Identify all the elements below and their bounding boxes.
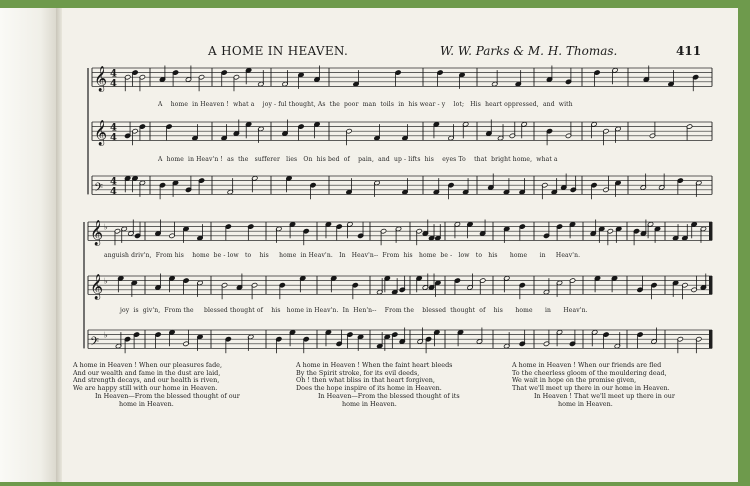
lyric-line-4: joy is giv'n, From the blessed thought of his home in Heav'n. In Hen'n-- From the blessed thought of his home in Heav'n. bbox=[120, 307, 588, 314]
verse-line: And strength decays, and our health is riven, bbox=[73, 376, 220, 385]
clefs bbox=[90, 65, 117, 351]
final-barline bbox=[709, 276, 712, 294]
verse-refrain-end: home in Heaven. bbox=[558, 399, 613, 408]
bass-clef: 𝄢 bbox=[90, 335, 100, 352]
system-braces bbox=[84, 68, 88, 348]
verse-line: We wait in hope on the promise given, bbox=[512, 376, 637, 385]
final-barline bbox=[709, 330, 712, 348]
time-signature: 4 bbox=[110, 132, 117, 144]
time-signature: 4 bbox=[110, 122, 117, 134]
treble-clef: 𝄞 bbox=[94, 66, 108, 92]
treble-clef: 𝄞 bbox=[94, 120, 108, 146]
time-signature: 4 bbox=[110, 186, 117, 198]
treble-clef: 𝄞 bbox=[90, 274, 104, 300]
verse-refrain: In Heaven ! That we'll meet up there in our bbox=[534, 391, 675, 400]
verse-line: We are happy still with our home in Heaven. bbox=[73, 384, 218, 393]
verse-line: To the cheerless gloom of the mouldering dead, bbox=[512, 368, 667, 377]
verse-refrain-end: home in Heaven. bbox=[119, 399, 174, 408]
key-signature: ♭ bbox=[104, 276, 108, 286]
verse-1 bbox=[73, 362, 240, 408]
lyric-line-2: A home in Heav'n ! as the sufferer lies On his bed of pain, and up - lifts his eyes To that bright home, what a bbox=[158, 156, 558, 163]
bass-clef: 𝄢 bbox=[94, 181, 104, 198]
verse-line: By the Spirit stroke, for its evil deeds, bbox=[296, 368, 420, 377]
key-signature: ♭ bbox=[104, 222, 108, 232]
verse-refrain-end: home in Heaven. bbox=[342, 399, 397, 408]
lyric-line-1: A home in Heaven ! what a joy - ful thought, As the poor man toils in his wear - y lot; His heart oppressed, and with bbox=[158, 101, 573, 108]
time-signature: 4 bbox=[110, 78, 117, 90]
verse-line: A home in Heaven ! When the faint heart bleeds bbox=[296, 361, 453, 369]
lyric-line-3: anguish driv'n, From his home be - low to his home in Heav'n. In Heav'n-- From his home be - low to his home in Heav'n. bbox=[104, 252, 581, 259]
verse-refrain: In Heaven—From the blessed thought of our bbox=[95, 391, 240, 400]
time-signature: 4 bbox=[110, 176, 117, 188]
verse-line: A home in Heaven ! When our pleasures fade, bbox=[73, 361, 222, 369]
page-number: 411 bbox=[676, 44, 702, 58]
verse-3 bbox=[512, 362, 675, 408]
time-signature: 4 bbox=[110, 68, 117, 80]
verse-line: Oh ! then what bliss in that heart forgiven, bbox=[296, 376, 435, 385]
verse-line: And our wealth and fame in the dust are laid, bbox=[73, 368, 221, 377]
verse-line: A home in Heaven ! When our friends are fled bbox=[512, 361, 662, 369]
final-barline bbox=[709, 222, 712, 240]
treble-clef: 𝄞 bbox=[90, 220, 104, 246]
verse-2 bbox=[296, 362, 460, 408]
verse-refrain: In Heaven—From the blessed thought of its bbox=[318, 391, 460, 400]
hymn-authors: W. W. Parks & M. H. Thomas. bbox=[440, 44, 618, 58]
verse-line: Does the hope inspire of its home in Heaven. bbox=[296, 384, 442, 393]
hymn-title: A HOME IN HEAVEN. bbox=[208, 44, 349, 58]
verse-line: That we'll meet up there in our home in Heaven. bbox=[512, 384, 670, 393]
key-signature: ♭ bbox=[104, 330, 108, 340]
